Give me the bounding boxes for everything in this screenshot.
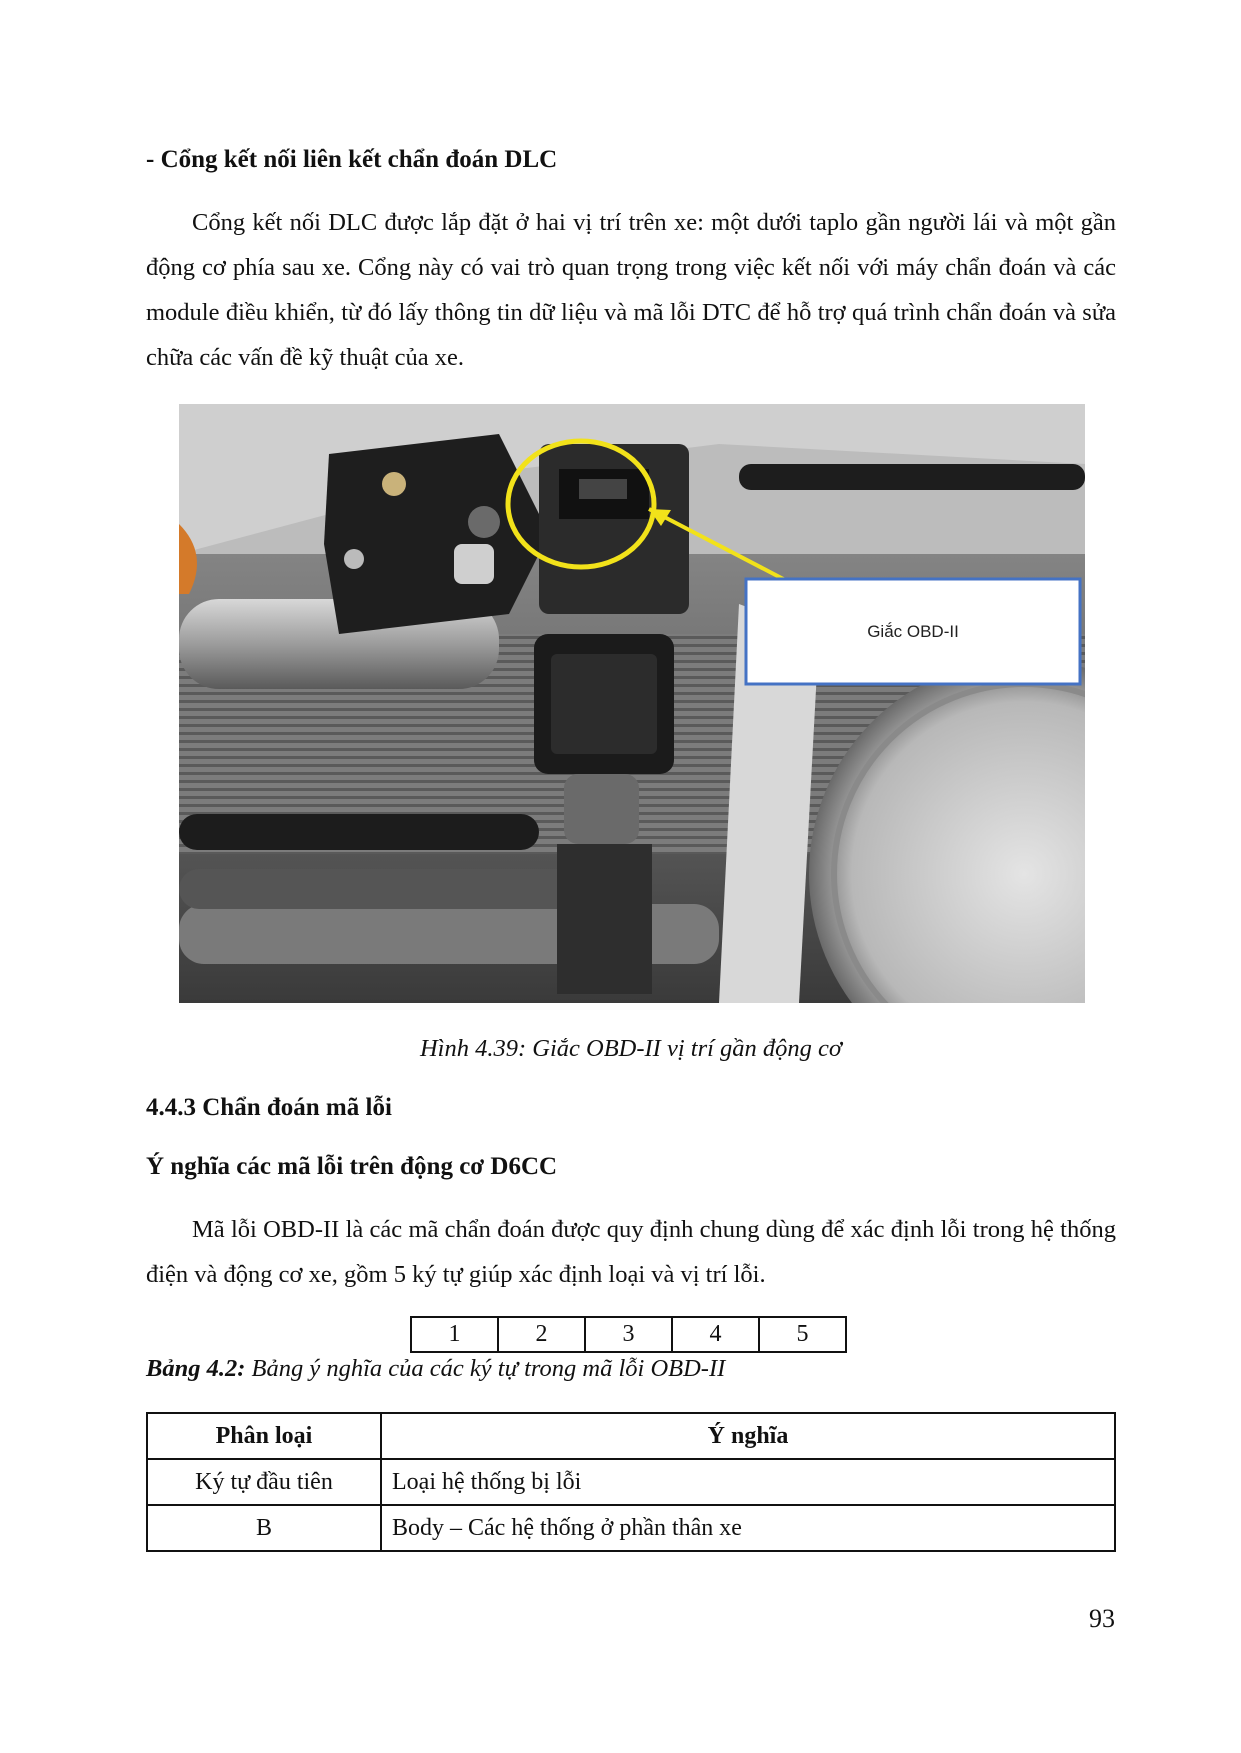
engine-photo — [179, 404, 1085, 1003]
digit-box: 3 — [585, 1317, 672, 1352]
digit-box: 4 — [672, 1317, 759, 1352]
digit-box: 1 — [411, 1317, 498, 1352]
section-heading-443: 4.4.3 Chẩn đoán mã lỗi — [146, 1094, 392, 1121]
code-digit-boxes — [410, 1316, 847, 1353]
table-cell: Body – Các hệ thống ở phần thân xe — [381, 1505, 1115, 1551]
dlc-paragraph: Cổng kết nối DLC được lắp đặt ở hai vị trí trên xe: một dưới taplo gần người lái và một gần động cơ phía sau xe. Cổng này có vai trò quan trọng trong việc kết nối với máy chẩn đoán và các module điều khiển, từ đó lấy thông tin dữ liệu và mã lỗi DTC để hỗ trợ quá trình chẩn đoán và sửa chữa các vấn đề kỹ thuật của xe. — [146, 209, 1116, 371]
obd-paragraph: Mã lỗi OBD-II là các mã chẩn đoán được quy định chung dùng để xác định lỗi trong hệ thống điện và động cơ xe, gồm 5 ký tự giúp xác định loại và vị trí lỗi. — [146, 1216, 1116, 1288]
table-header: Ý nghĩa — [381, 1413, 1115, 1459]
figure-caption: Hình 4.39: Giắc OBD-II vị trí gần động cơ — [419, 1035, 842, 1062]
section-heading-dlc: - Cổng kết nối liên kết chẩn đoán DLC — [146, 146, 558, 173]
table-row — [147, 1505, 1115, 1551]
meaning-table — [146, 1412, 1116, 1552]
table-row — [147, 1459, 1115, 1505]
table-caption: Bảng 4.2: Bảng ý nghĩa của các ký tự trong mã lỗi OBD-II — [146, 1355, 726, 1382]
callout-label: Giắc OBD-II — [867, 622, 959, 641]
page-number: 93 — [1089, 1604, 1115, 1633]
digit-box: 5 — [759, 1317, 846, 1352]
table-header: Phân loại — [147, 1413, 381, 1459]
digit-box: 2 — [498, 1317, 585, 1352]
table-cell: Loại hệ thống bị lỗi — [381, 1459, 1115, 1505]
table-cell: Ký tự đầu tiên — [147, 1459, 381, 1505]
table-cell: B — [147, 1505, 381, 1551]
subheading-d6cc: Ý nghĩa các mã lỗi trên động cơ D6CC — [146, 1153, 558, 1180]
